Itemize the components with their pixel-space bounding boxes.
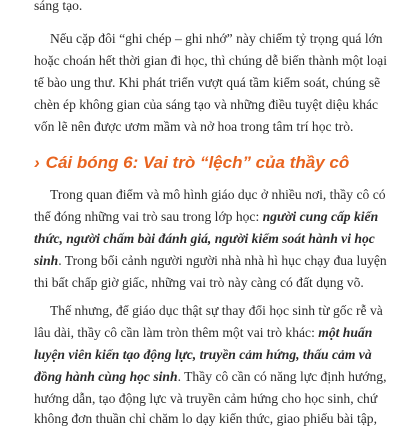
- paragraph3-line4: [34, 368, 387, 386]
- emphasis-text: sinh: [34, 253, 59, 268]
- emphasis-text: một huấn: [318, 325, 373, 340]
- text-line-closing: [34, 0, 368, 15]
- paragraph1-line2: [34, 52, 387, 70]
- text-fragment: vốn lẽ nên được ươm mầm và nở hoa trong tâm trí học trò.: [34, 119, 354, 134]
- text-fragment: sáng tạo.: [34, 0, 83, 13]
- text-fragment: thể đóng những vai trò sau trong lớp học:: [34, 209, 263, 224]
- paragraph1-line3: [34, 74, 381, 92]
- text-fragment: Trong quan điểm và mô hình giáo dục ở nhiều nơi, thầy cô có: [50, 187, 386, 202]
- emphasis-text: thức, người chấm bài đánh giá, người kiểm soát hành vi học: [34, 231, 375, 246]
- text-fragment: không đơn thuần chỉ chăm lo dạy kiến thức, giao phiếu bài tập,: [34, 411, 377, 426]
- text-fragment: chèn ép không gian của sáng tạo và những điều tuyệt diệu khác: [34, 97, 379, 112]
- paragraph3-line5: [34, 390, 378, 408]
- paragraph2-line3: [34, 230, 375, 248]
- paragraph3-line3: [34, 346, 372, 364]
- section-heading-text: Cái bóng 6: Vai trò “lệch” của thầy cô: [45, 153, 350, 172]
- paragraph3-line6: [34, 410, 377, 428]
- paragraph1-line5: [34, 118, 368, 136]
- paragraph3-line2: [34, 324, 373, 342]
- text-fragment: thi bất chấp giờ giấc, những vai trò này càng có đất dụng võ.: [34, 275, 364, 290]
- text-fragment: hoặc choán hết thời gian đi học, thì chúng dễ biến thành một loại: [34, 53, 387, 68]
- emphasis-text: đồng hành cùng học sinh: [34, 369, 178, 384]
- paragraph1-line4: [34, 96, 379, 114]
- paragraph2-line5: [34, 274, 368, 292]
- text-fragment: . Trong bối cảnh người người nhà nhà hì hục chạy đua luyện: [58, 253, 387, 268]
- emphasis-text: người cung cấp kiến: [262, 209, 379, 224]
- section-heading: [34, 151, 374, 175]
- text-fragment: . Thầy cô cần có năng lực định hướng,: [177, 369, 387, 384]
- text-fragment: hướng dẫn, tạo động lực và truyền cảm hứng cho học sinh, chứ: [34, 391, 378, 406]
- paragraph2-line2: [34, 208, 379, 226]
- chevron-right-icon: ›: [34, 153, 40, 172]
- text-fragment: Thế nhưng, để giáo dục thật sự thay đổi học sinh từ gốc rễ và: [50, 303, 383, 318]
- emphasis-text: luyện viên kiến tạo động lực, truyền cảm hứng, thấu cảm và: [34, 347, 372, 362]
- text-fragment: lâu dài, thầy cô cần làm tròn thêm một vai trò khác:: [34, 325, 319, 340]
- text-fragment: Nếu cặp đôi “ghi chép – ghi nhớ” này chiếm tỷ trọng quá lớn: [50, 31, 383, 46]
- paragraph3-line1: [50, 302, 383, 320]
- paragraph1-line1: [50, 30, 383, 48]
- paragraph2-line4: [34, 252, 387, 270]
- paragraph2-line1: [50, 186, 386, 204]
- text-fragment: tế bào ung thư. Khi phát triển vượt quá tầm kiểm soát, chúng sẽ: [34, 75, 381, 90]
